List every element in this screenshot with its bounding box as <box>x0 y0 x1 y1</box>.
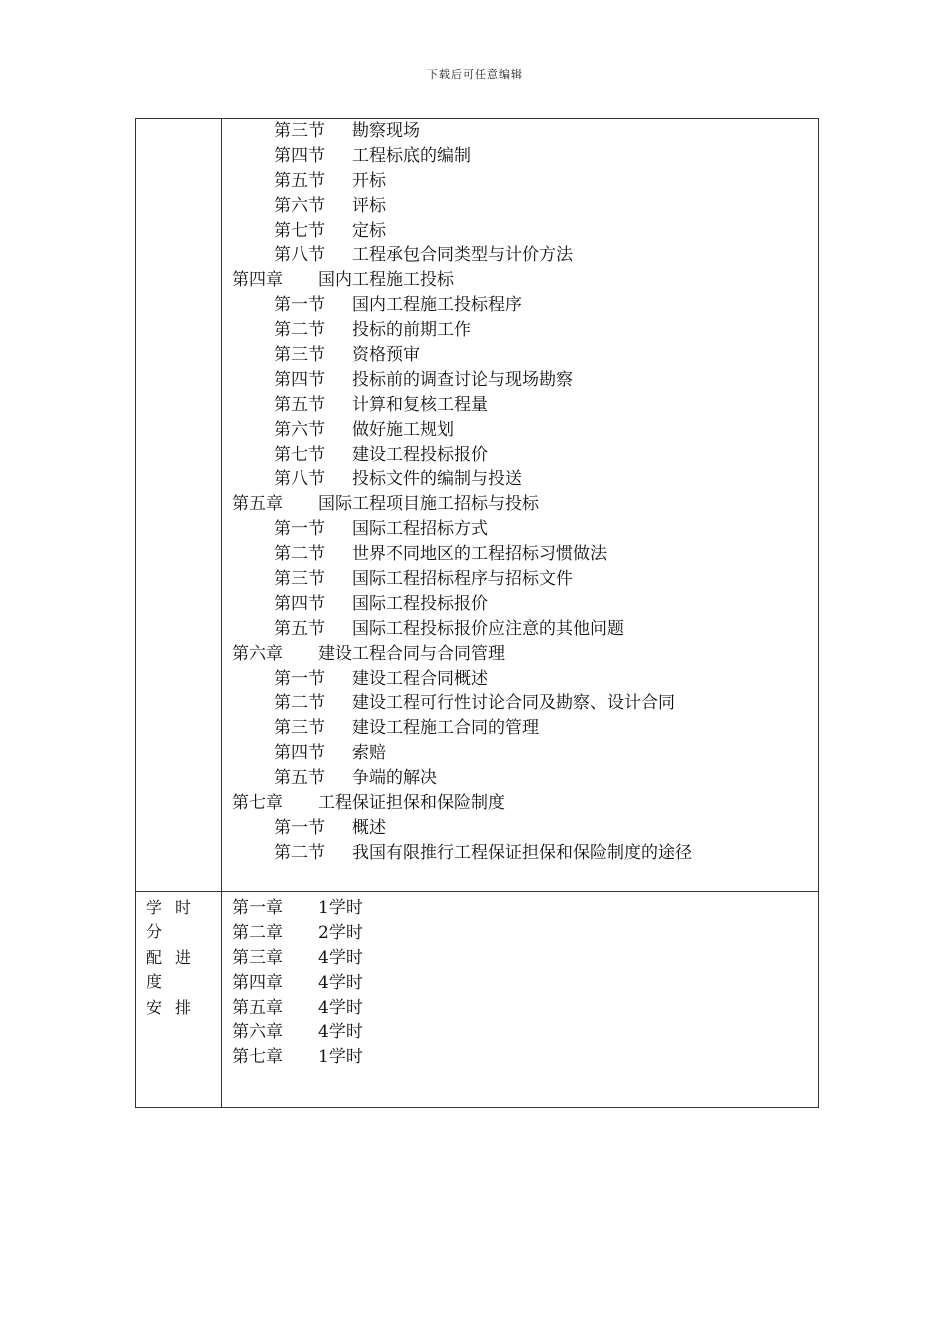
section-line <box>222 194 818 219</box>
section-label: 第四节 <box>274 593 325 614</box>
section-title: 资格预审 <box>352 345 420 366</box>
section-label: 第四节 <box>274 369 325 390</box>
section-title: 投标前的调查讨论与现场勘察 <box>352 369 573 390</box>
section-title: 概述 <box>352 817 386 838</box>
schedule-item <box>222 946 818 971</box>
section-line <box>222 667 818 692</box>
schedule-item <box>222 921 818 946</box>
schedule-chapter: 第二章 <box>232 922 283 943</box>
section-title: 工程标底的编制 <box>352 145 471 166</box>
section-label: 第八节 <box>274 469 325 490</box>
section-label: 第四节 <box>274 145 325 166</box>
schedule-hours: 4学时 <box>318 947 363 968</box>
section-title: 国际工程投标报价 <box>352 593 488 614</box>
chapter-line <box>222 492 818 517</box>
schedule-label-line: 安排 <box>146 997 205 1017</box>
section-label: 第五节 <box>274 170 325 191</box>
section-line <box>222 741 818 766</box>
section-line <box>222 716 818 741</box>
chapter-line <box>222 642 818 667</box>
section-line <box>222 592 818 617</box>
section-label: 第六节 <box>274 195 325 216</box>
contents-cell <box>222 119 819 891</box>
section-title: 国际工程招标方式 <box>352 519 488 540</box>
section-label: 第七节 <box>274 220 325 241</box>
schedule-hours: 1学时 <box>318 898 363 918</box>
section-label: 第二节 <box>274 544 325 565</box>
schedule-chapter: 第四章 <box>232 972 283 993</box>
section-label: 第三节 <box>274 718 325 739</box>
chapter-label: 第四章 <box>232 270 283 291</box>
section-line <box>222 169 818 194</box>
section-line <box>222 517 818 542</box>
schedule-chapter: 第一章 <box>232 898 283 918</box>
section-line <box>222 542 818 567</box>
section-title: 索赔 <box>352 743 386 764</box>
section-label: 第一节 <box>274 668 325 689</box>
section-title: 投标文件的编制与投送 <box>352 469 522 490</box>
chapter-line <box>222 268 818 293</box>
section-line <box>222 243 818 268</box>
section-line <box>222 318 818 343</box>
schedule-hours: 2学时 <box>318 922 363 943</box>
schedule-item <box>222 996 818 1021</box>
section-line <box>222 617 818 642</box>
schedule-hours: 4学时 <box>318 972 363 993</box>
section-label: 第三节 <box>274 569 325 590</box>
schedule-chapter: 第七章 <box>232 1047 283 1068</box>
section-line <box>222 119 818 144</box>
section-title: 建设工程可行性讨论合同及勘察、设计合同 <box>352 693 675 714</box>
section-label: 第五节 <box>274 768 325 789</box>
section-label: 第三节 <box>274 121 325 141</box>
syllabus-table <box>135 118 819 1108</box>
section-line <box>222 691 818 716</box>
section-title: 建设工程施工合同的管理 <box>352 718 539 739</box>
chapter-label: 第六章 <box>232 643 283 664</box>
chapter-title: 建设工程合同与合同管理 <box>318 643 505 664</box>
schedule-label-cell <box>136 892 222 1107</box>
schedule-item <box>222 896 818 921</box>
section-title: 勘察现场 <box>352 121 420 141</box>
section-line <box>222 144 818 169</box>
section-line <box>222 816 818 841</box>
section-label: 第四节 <box>274 743 325 764</box>
section-title: 我国有限推行工程保证担保和保险制度的途径 <box>352 842 692 863</box>
schedule-label-line: 学时分 <box>146 898 205 941</box>
chapter-title: 工程保证担保和保险制度 <box>318 793 505 814</box>
section-line <box>222 567 818 592</box>
section-title: 建设工程投标报价 <box>352 444 488 465</box>
section-title: 国际工程投标报价应注意的其他问题 <box>352 618 624 639</box>
section-line <box>222 393 818 418</box>
contents-row <box>136 119 819 892</box>
section-label: 第二节 <box>274 842 325 863</box>
section-line <box>222 766 818 791</box>
section-label: 第五节 <box>274 618 325 639</box>
schedule-chapter: 第六章 <box>232 1022 283 1043</box>
section-line <box>222 418 818 443</box>
section-label: 第五节 <box>274 394 325 415</box>
section-line <box>222 443 818 468</box>
section-line <box>222 343 818 368</box>
section-title: 评标 <box>352 195 386 216</box>
section-line <box>222 368 818 393</box>
chapter-label: 第七章 <box>232 793 283 814</box>
section-line <box>222 467 818 492</box>
schedule-hours: 4学时 <box>318 997 363 1018</box>
section-label: 第一节 <box>274 295 325 316</box>
section-title: 开标 <box>352 170 386 191</box>
contents-list <box>222 119 818 866</box>
section-title: 争端的解决 <box>352 768 437 789</box>
schedule-cell <box>222 892 819 1107</box>
section-label: 第三节 <box>274 345 325 366</box>
section-title: 国际工程招标程序与招标文件 <box>352 569 573 590</box>
contents-label-cell <box>136 119 222 891</box>
section-label: 第二节 <box>274 693 325 714</box>
section-label: 第八节 <box>274 245 325 266</box>
page-header: 下载后可任意编辑 <box>427 68 523 81</box>
section-label: 第七节 <box>274 444 325 465</box>
section-title: 投标的前期工作 <box>352 320 471 341</box>
schedule-hours: 4学时 <box>318 1022 363 1043</box>
chapter-title: 国内工程施工投标 <box>318 270 454 291</box>
section-title: 工程承包合同类型与计价方法 <box>352 245 573 266</box>
section-title: 计算和复核工程量 <box>352 394 488 415</box>
schedule-hours: 1学时 <box>318 1047 363 1068</box>
schedule-item <box>222 1045 818 1070</box>
section-title: 建设工程合同概述 <box>352 668 488 689</box>
section-line <box>222 293 818 318</box>
section-line <box>222 841 818 866</box>
schedule-chapter: 第五章 <box>232 997 283 1018</box>
schedule-label-line: 配进度 <box>146 947 205 991</box>
section-label: 第二节 <box>274 320 325 341</box>
section-label: 第六节 <box>274 419 325 440</box>
section-line <box>222 219 818 244</box>
section-title: 做好施工规划 <box>352 419 454 440</box>
chapter-title: 国际工程项目施工招标与投标 <box>318 494 539 515</box>
section-title: 国内工程施工投标程序 <box>352 295 522 316</box>
section-label: 第一节 <box>274 817 325 838</box>
schedule-item <box>222 971 818 996</box>
section-title: 定标 <box>352 220 386 241</box>
chapter-line <box>222 791 818 816</box>
chapter-label: 第五章 <box>232 494 283 515</box>
schedule-row <box>136 892 819 1108</box>
section-title: 世界不同地区的工程招标习惯做法 <box>352 544 607 565</box>
section-label: 第一节 <box>274 519 325 540</box>
schedule-item <box>222 1020 818 1045</box>
schedule-chapter: 第三章 <box>232 947 283 968</box>
